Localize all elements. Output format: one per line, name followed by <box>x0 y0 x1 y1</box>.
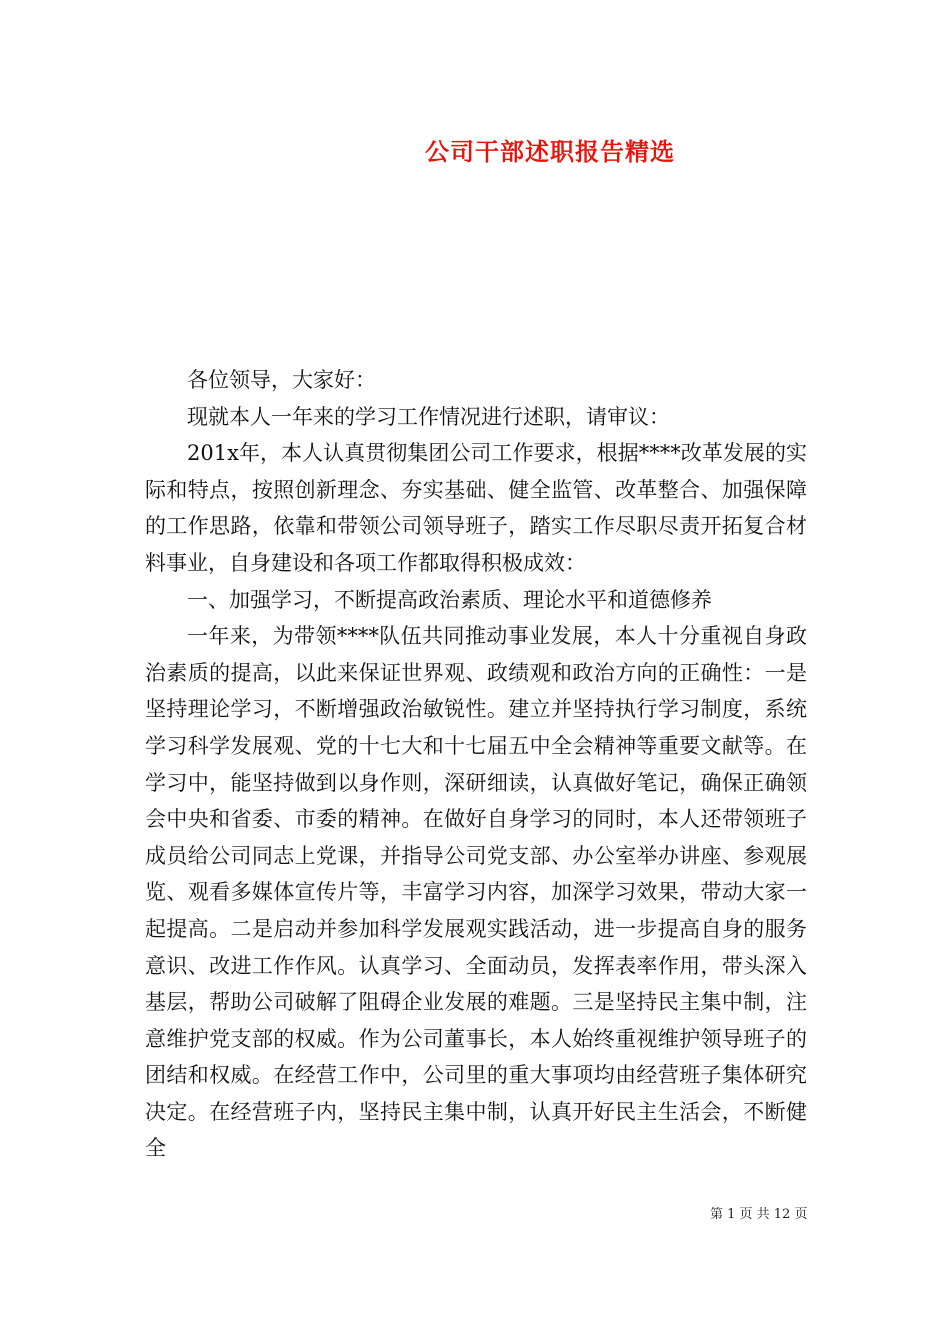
paragraph-summary: 201x年，本人认真贯彻集团公司工作要求，根据****改革发展的实际和特点，按照创新理念、夯实基础、健全监管、改革整合、加强保障的工作思路，依靠和带领公司领导班子，踏实工作尽职尽责开拓复合材料事业，自身建设和各项工作都取得积极成效： <box>145 441 807 575</box>
paragraph-section-one: 一年来，为带领****队伍共同推动事业发展，本人十分重视自身政治素质的提高，以此来保证世界观、政绩观和政治方向的正确性：一是坚持理论学习，不断增强政治敏锐性。建立并坚持执行学习制度，系统学习科学发展观、党的十七大和十七届五中全会精神等重要文献等。在学习中，能坚持做到以身作则，深研细读，认真做好笔记，确保正确领会中央和省委、市委的精神。在做好自身学习的同时，本人还带领班子成员给公司同志上党课，并指导公司党支部、办公室举办讲座、参观展览、观看多媒体宣传片等，丰富学习内容，加深学习效果，带动大家一起提高。二是启动并参加科学发展观实践活动，进一步提高自身的服务意识、改进工作作风。认真学习、全面动员，发挥表率作用，带头深入基层，帮助公司破解了阻碍企业发展的难题。三是坚持民主集中制，注意维护党支部的权威。作为公司董事长，本人始终重视维护领导班子的团结和权威。在经营工作中，公司里的重大事项均由经营班子集体研究决定。在经营班子内，坚持民主集中制，认真开好民主生活会，不断健全 <box>145 624 807 1161</box>
page-number: 第 1 页 共 12 页 <box>710 1207 808 1222</box>
document-body <box>145 362 807 1167</box>
paragraph-greeting: 各位领导，大家好： <box>187 368 376 392</box>
document-title: 公司干部述职报告精选 <box>425 137 675 166</box>
paragraph-intro: 现就本人一年来的学习工作情况进行述职，请审议： <box>187 404 670 429</box>
section-heading: 一、加强学习，不断提高政治素质、理论水平和道德修养 <box>187 587 712 612</box>
